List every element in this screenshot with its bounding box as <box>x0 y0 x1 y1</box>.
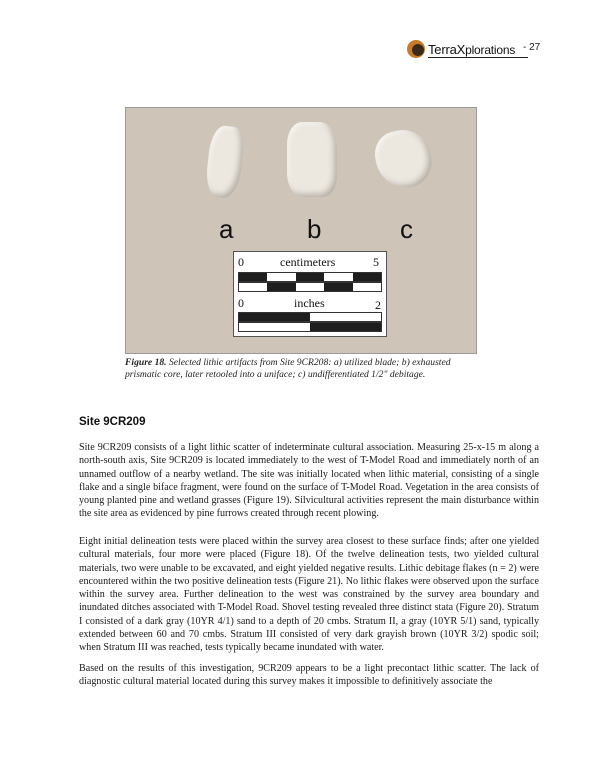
logo-text: TerraXplorations <box>428 42 516 57</box>
page-number: - 27 <box>523 42 541 53</box>
body-paragraph: Site 9CR209 consists of a light lithic scatter of indeterminate cultural association. Measuring 25-x-15 m along a north-south axis, Site 9CR209 is located immediately to the west of T-Model Road and immediately north of an unnamed outflow of a nearby wetland. The site was initially located when lithic material, consisting of a single flake and a single biface fragment, were found on the surface of T-Model Road. Vegetation in the area consists of young planted pine and wetland grasses (Figure 19). Silvicultural activities represent the main disturbance within the site area as evidenced by pine furrows created through recent plowing. <box>79 442 539 520</box>
cm-scale-start: 0 <box>238 255 244 269</box>
artifact-photo <box>125 107 477 354</box>
section-heading: Site 9CR209 <box>79 416 146 428</box>
artifact-label-b: b <box>307 214 322 244</box>
artifact-label-c: c <box>400 214 413 244</box>
cm-scale-label: centimeters <box>280 255 336 269</box>
scale-bar-card <box>233 251 387 337</box>
artifact-a-utilized-blade <box>204 124 245 199</box>
inch-scale-end: 2 <box>375 298 381 312</box>
cm-scale-end: 5 <box>373 255 379 269</box>
inch-scale-start: 0 <box>238 296 244 310</box>
globe-logo-icon <box>407 40 425 58</box>
centimeter-scale-bar <box>238 272 382 292</box>
body-paragraph: Eight initial delineation tests were placed within the survey area closest to these surface finds; after one yielded cultural materials, four more were placed (Figure 18). Of the twelve delineation tests, two yielded cultural materials, two were unable to be excavated, and eight yielded negative results. Lithic debitage flakes (n = 2) were encountered within the two positive delineation tests (Figure 21). No lithic flakes were observed upon the surface within the survey area. Further delineation to the west was constrained by the survey area boundary and inundated ditches associated with T-Model Road. Shovel testing revealed three distinct stata (Figure 20). Stratum I consisted of a dark gray (10YR 4/1) sand to a depth of 20 cmbs. Stratum II, a gray (10YR 5/1) sand, typically extended between 60 and 70 cmbs. Stratum III consisted of very dark grayish brown (10YR 3/2) spodic soil; when Stratum III was reached, tests typically became inundated with water. <box>79 536 539 654</box>
inch-scale-bar <box>238 312 382 332</box>
figure-caption-text: Selected lithic artifacts from Site 9CR208: a) utilized blade; b) exhausted prismatic core, later retooled into a uniface; c) undifferentiated 1/2" debitage. <box>125 357 451 380</box>
artifact-label-a: a <box>219 214 234 244</box>
artifact-b-prismatic-core <box>287 122 337 197</box>
terraxplorations-logo <box>407 40 519 60</box>
figure-caption-label: Figure 18. <box>125 357 167 368</box>
logo-underline <box>428 57 528 58</box>
figure-caption <box>125 357 480 381</box>
body-paragraph: Based on the results of this investigation, 9CR209 appears to be a light precontact lithic scatter. The lack of diagnostic cultural material located during this survey makes it impossible to definitively associate the <box>79 663 539 688</box>
artifact-c-debitage <box>371 125 437 193</box>
inch-scale-label: inches <box>294 296 325 310</box>
